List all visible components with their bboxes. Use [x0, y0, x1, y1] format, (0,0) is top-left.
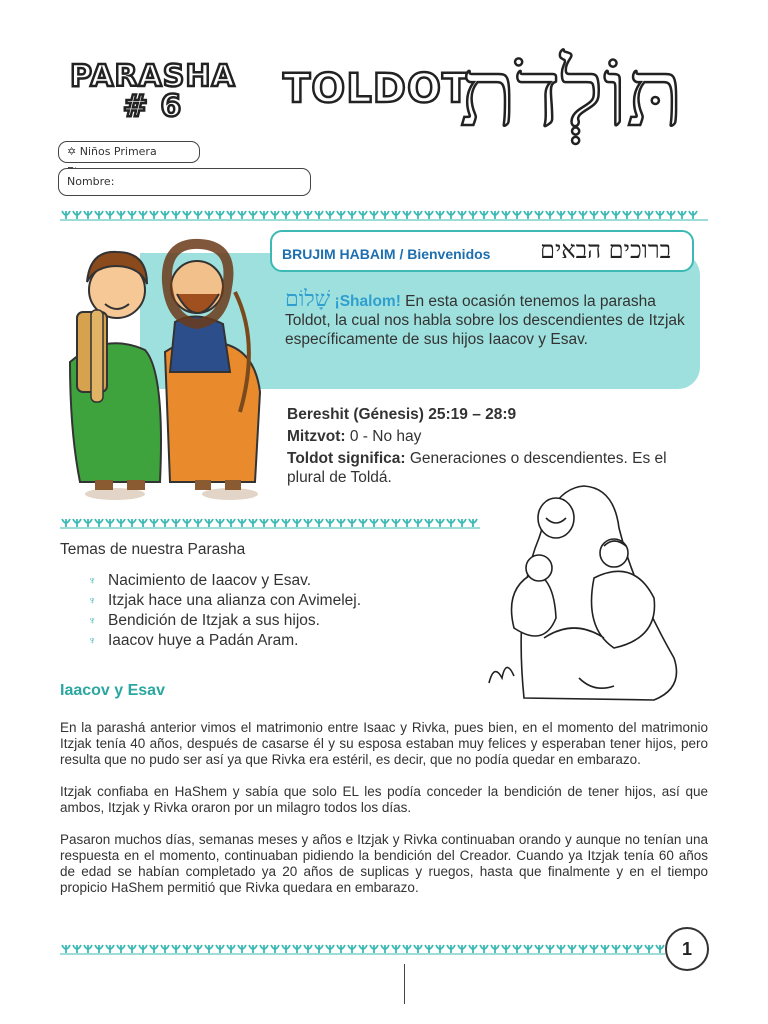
menorah-motif	[183, 211, 191, 219]
menorah-motif	[315, 945, 323, 953]
torah-reference: Bereshit (Génesis) 25:19 – 28:9	[287, 406, 517, 423]
menorah-motif	[282, 945, 290, 953]
menorah-motif	[194, 945, 202, 953]
menorah-motif	[425, 519, 433, 527]
menorah-motif	[414, 945, 422, 953]
menorah-motif	[348, 211, 356, 219]
menorah-motif	[95, 945, 103, 953]
menorah-motif	[392, 519, 400, 527]
menorah-motif	[579, 945, 587, 953]
menorah-motif	[348, 519, 356, 527]
menorah-motif	[634, 945, 642, 953]
menorah-motif	[601, 945, 609, 953]
menorah-motif	[227, 945, 235, 953]
menorah-motif	[249, 211, 257, 219]
menorah-motif	[161, 945, 169, 953]
menorah-motif	[62, 211, 70, 219]
menorah-motif	[623, 945, 631, 953]
menorah-motif	[282, 211, 290, 219]
menorah-motif	[205, 211, 213, 219]
menorah-motif	[128, 945, 136, 953]
menorah-motif	[524, 211, 532, 219]
menorah-motif	[216, 211, 224, 219]
menorah-motif	[557, 945, 565, 953]
menorah-motif	[84, 945, 92, 953]
menorah-motif	[73, 945, 81, 953]
menorah-motif	[293, 211, 301, 219]
list-item: ♆ Iaacov huye a Padán Aram.	[88, 632, 299, 649]
menorah-motif	[656, 945, 664, 953]
menorah-motif	[447, 211, 455, 219]
menorah-motif	[524, 945, 532, 953]
menorah-motif	[612, 945, 620, 953]
menorah-motif	[106, 211, 114, 219]
menorah-motif	[381, 211, 389, 219]
menorah-motif	[436, 945, 444, 953]
meaning-value: Generaciones o descendientes. Es el plural de Toldá.	[287, 450, 667, 486]
menorah-motif	[392, 211, 400, 219]
menorah-motif	[359, 211, 367, 219]
menorah-bullet-icon: ♆	[88, 635, 97, 647]
menorah-motif	[326, 945, 334, 953]
menorah-motif	[84, 519, 92, 527]
menorah-border-top	[60, 208, 708, 222]
menorah-motif	[183, 519, 191, 527]
shalom-hebrew: שָׁלוֹם	[285, 287, 331, 312]
menorah-motif	[216, 945, 224, 953]
toldot-title: TOLDOT	[283, 66, 471, 112]
menorah-motif	[238, 945, 246, 953]
menorah-motif	[139, 945, 147, 953]
menorah-motif	[117, 519, 125, 527]
menorah-motif	[414, 519, 422, 527]
menorah-motif	[579, 211, 587, 219]
shalom-greeting: ¡Shalom!	[334, 293, 401, 310]
section-title: Iaacov y Esav	[60, 682, 165, 699]
menorah-motif	[62, 519, 70, 527]
menorah-motif	[403, 519, 411, 527]
menorah-motif	[84, 211, 92, 219]
topics-list	[88, 571, 361, 651]
menorah-motif	[117, 211, 125, 219]
menorah-motif	[469, 945, 477, 953]
name-label: Nombre:	[67, 175, 115, 188]
menorah-motif	[117, 945, 125, 953]
menorah-motif	[436, 519, 444, 527]
menorah-motif	[183, 945, 191, 953]
menorah-border-bottom	[60, 942, 665, 956]
parasha-number-title: PARASHA # 6	[70, 59, 236, 124]
menorah-motif	[260, 211, 268, 219]
menorah-motif	[590, 211, 598, 219]
menorah-motif	[414, 211, 422, 219]
menorah-motif	[590, 945, 598, 953]
menorah-motif	[73, 211, 81, 219]
menorah-motif	[623, 211, 631, 219]
menorah-bullet-icon: ♆	[88, 575, 97, 587]
section-body	[60, 720, 708, 912]
menorah-motif	[436, 211, 444, 219]
mitzvot-value: 0 - No hay	[345, 428, 422, 445]
mitzvot-label: Mitzvot:	[287, 428, 346, 445]
menorah-motif	[304, 211, 312, 219]
menorah-motif	[678, 211, 686, 219]
menorah-motif	[667, 211, 675, 219]
menorah-motif	[513, 211, 521, 219]
menorah-motif	[260, 519, 268, 527]
menorah-motif	[370, 211, 378, 219]
menorah-motif	[458, 519, 466, 527]
menorah-motif	[139, 519, 147, 527]
menorah-motif	[370, 519, 378, 527]
menorah-motif	[348, 945, 356, 953]
level-pill	[58, 141, 200, 163]
menorah-motif	[568, 211, 576, 219]
menorah-motif	[326, 211, 334, 219]
menorah-motif	[172, 945, 180, 953]
rivka-twins-illustration	[484, 478, 694, 706]
menorah-motif	[106, 945, 114, 953]
menorah-motif	[337, 519, 345, 527]
menorah-motif	[392, 945, 400, 953]
menorah-motif	[271, 211, 279, 219]
menorah-motif	[645, 211, 653, 219]
menorah-motif	[656, 211, 664, 219]
menorah-motif	[469, 211, 477, 219]
menorah-motif	[469, 519, 477, 527]
menorah-motif	[480, 211, 488, 219]
menorah-motif	[546, 945, 554, 953]
menorah-motif	[249, 945, 257, 953]
menorah-motif	[62, 945, 70, 953]
intro-text: En esta ocasión tenemos la parasha Toldot, la cual nos habla sobre los descendientes de Itzjak específicamente de sus hijos Iaacov y Esav.	[285, 293, 685, 348]
menorah-motif	[458, 211, 466, 219]
menorah-motif	[73, 519, 81, 527]
menorah-motif	[634, 211, 642, 219]
menorah-motif	[249, 519, 257, 527]
menorah-motif	[403, 945, 411, 953]
list-item: ♆ Nacimiento de Iaacov y Esav.	[88, 572, 312, 589]
name-field[interactable]	[58, 168, 311, 196]
jacob-esau-illustration	[55, 232, 275, 502]
menorah-motif	[161, 519, 169, 527]
menorah-motif	[304, 519, 312, 527]
menorah-motif	[238, 519, 246, 527]
page-number: 1	[665, 927, 709, 971]
menorah-motif	[282, 519, 290, 527]
menorah-motif	[315, 211, 323, 219]
welcome-hebrew: ברוכים הבאים	[540, 236, 672, 264]
paragraph: Itzjak confiaba en HaShem y sabía que solo EL les podía conceder la bendición de tener hijos, así que ambos, Itzjak y Rivka oraron por un milagro todos los días.	[60, 784, 708, 815]
menorah-motif	[216, 519, 224, 527]
menorah-motif	[546, 211, 554, 219]
star-of-david-icon: ✡	[67, 145, 77, 158]
menorah-motif	[128, 519, 136, 527]
menorah-motif	[150, 945, 158, 953]
menorah-motif	[491, 211, 499, 219]
menorah-motif	[601, 211, 609, 219]
paragraph: En la parashá anterior vimos el matrimonio entre Isaac y Rivka, pues bien, en el momento del matrimonio Itzjak tenía 40 años, después de casarse él y su esposa estaban muy felices y esperaban tener hijos, pero resulta que no pudo ser así ya que Rivka era estéril, es decir, que no podía quedar en embarazo.	[60, 720, 708, 767]
menorah-motif	[227, 519, 235, 527]
menorah-motif	[205, 519, 213, 527]
menorah-motif	[128, 211, 136, 219]
menorah-motif	[425, 211, 433, 219]
menorah-motif	[205, 945, 213, 953]
menorah-motif	[337, 945, 345, 953]
menorah-motif	[557, 211, 565, 219]
menorah-bullet-icon: ♆	[88, 595, 97, 607]
menorah-motif	[139, 211, 147, 219]
menorah-motif	[513, 945, 521, 953]
menorah-motif	[95, 211, 103, 219]
menorah-motif	[689, 211, 697, 219]
menorah-motif	[172, 519, 180, 527]
menorah-motif	[381, 945, 389, 953]
menorah-motif	[293, 945, 301, 953]
menorah-motif	[194, 519, 202, 527]
welcome-label: BRUJIM HABAIM / Bienvenidos	[282, 246, 491, 262]
menorah-motif	[304, 945, 312, 953]
menorah-motif	[447, 519, 455, 527]
menorah-motif	[315, 519, 323, 527]
menorah-motif	[502, 945, 510, 953]
menorah-motif	[480, 945, 488, 953]
menorah-motif	[326, 519, 334, 527]
menorah-motif	[271, 945, 279, 953]
paragraph: Pasaron muchos días, semanas meses y años e Itzjak y Rivka continuaban orando y aunque no tenían una respuesta en el momento, continuaban pidiendo la bendición del Creador. Cuando ya Itzjak tenía 60 años de edad se habían completado ya 20 años de suplicas y ruegos, hasta que finalmente y en el tiempo propicio HaShem permitió que Rivka quedara en embarazo.	[60, 832, 708, 895]
menorah-motif	[359, 519, 367, 527]
menorah-motif	[491, 945, 499, 953]
menorah-motif	[359, 945, 367, 953]
menorah-bullet-icon: ♆	[88, 615, 97, 627]
hebrew-title: תּוֹלְדֹת	[460, 40, 684, 147]
menorah-motif	[535, 945, 543, 953]
menorah-motif	[106, 519, 114, 527]
menorah-motif	[568, 945, 576, 953]
menorah-motif	[458, 945, 466, 953]
menorah-motif	[502, 211, 510, 219]
level-label: Niños Primera	[79, 145, 157, 158]
menorah-motif	[271, 519, 279, 527]
menorah-motif	[612, 211, 620, 219]
menorah-motif	[403, 211, 411, 219]
menorah-motif	[95, 519, 103, 527]
menorah-motif	[381, 519, 389, 527]
menorah-motif	[425, 945, 433, 953]
meaning-label: Toldot significa:	[287, 450, 406, 467]
list-item: ♆ Bendición de Itzjak a sus hijos.	[88, 612, 320, 629]
menorah-motif	[150, 211, 158, 219]
topics-heading: Temas de nuestra Parasha	[60, 541, 246, 558]
menorah-motif	[337, 211, 345, 219]
divider-line	[404, 964, 405, 1004]
menorah-motif	[645, 945, 653, 953]
menorah-motif	[150, 519, 158, 527]
menorah-motif	[238, 211, 246, 219]
menorah-motif	[227, 211, 235, 219]
menorah-motif	[293, 519, 301, 527]
list-item: ♆ Itzjak hace una alianza con Avimelej.	[88, 592, 362, 609]
menorah-motif	[194, 211, 202, 219]
menorah-motif	[447, 945, 455, 953]
menorah-motif	[161, 211, 169, 219]
menorah-motif	[370, 945, 378, 953]
intro-paragraph	[285, 287, 690, 349]
menorah-border-middle	[60, 516, 480, 530]
menorah-motif	[172, 211, 180, 219]
menorah-motif	[535, 211, 543, 219]
menorah-motif	[260, 945, 268, 953]
